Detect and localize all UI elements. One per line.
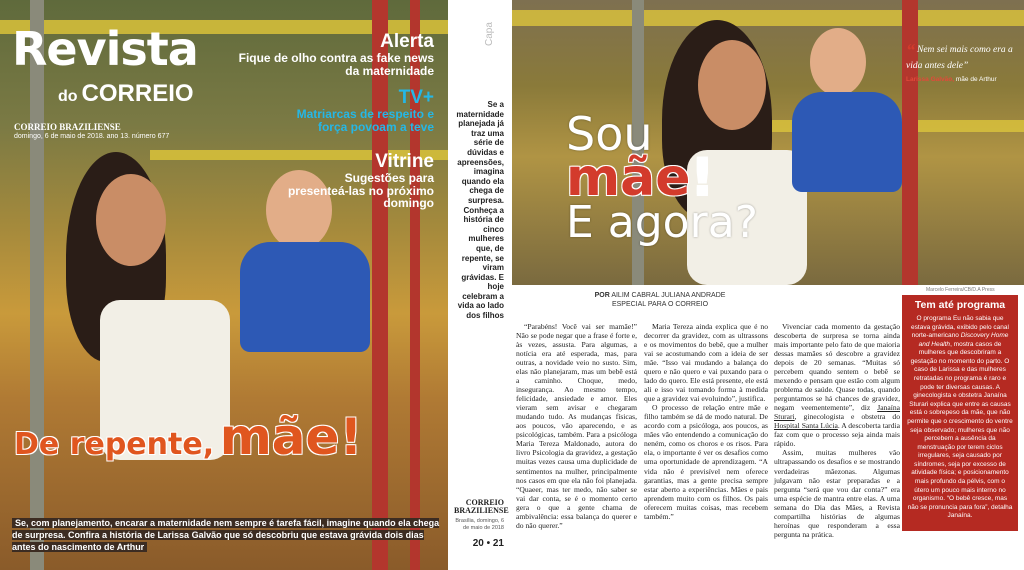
link-hospital-santa-lucia[interactable]: Hospital Santa Lúcia — [774, 421, 838, 431]
playground-pole — [372, 0, 388, 570]
article-column-2 — [644, 322, 768, 521]
quote-mark-icon: “ — [906, 40, 915, 60]
deck-text: Se, com planejamento, encarar a maternidade nem sempre é tarefa fácil, imagine quando ela chega de surpresa. Confira a história de Larissa Galvão que só descobriu que estava grávida dois dias antes do nascimento de Arthur — [12, 518, 440, 553]
baby-face — [810, 28, 866, 96]
article-column-3 — [774, 322, 900, 539]
link-janaina-sturari[interactable]: Janaína Sturari — [774, 403, 901, 422]
cover-headline — [14, 408, 363, 466]
teaser-tv — [284, 88, 434, 133]
pull-quote: “ Nem sei mais como era a vida antes dele” Larissa Galvão, mãe de Arthur — [906, 40, 1013, 83]
masthead-do: do — [58, 88, 78, 105]
byline-por: POR — [594, 292, 610, 299]
cover-deck — [12, 517, 440, 553]
teaser-vitrine — [284, 152, 434, 210]
headline-small: De repente, — [14, 427, 215, 462]
teaser-body: Matriarcas de respeito e força povoam a teve — [296, 106, 434, 134]
intro-text: Se a maternidade planejada já traz uma série de dúvidas e apreensões, imagina quando ela chega de surpresa. Conheça a história de cinco mulheres que, de repente, se viram grávidas. E hoje celebram a vida ao lado dos filhos — [456, 100, 504, 321]
byline-names: AILIM CABRAL JULIANA ANDRADE — [611, 292, 726, 299]
teaser-body: Sugestões para presenteá-las no próximo domingo — [287, 170, 434, 211]
article-column-1 — [516, 322, 637, 530]
title-line-2 — [566, 148, 758, 209]
feature-title — [566, 107, 759, 249]
baby-shirt — [240, 242, 370, 352]
article-paragraph: “Parabéns! Você vai ser mamãe!” Não se pode negar que a frase é forte e, às vezes, assusta. Para algumas, a notícia era até esperada, mas, para outras, a novidade veio no susto. Sim, elas não planejaram, mas um bebê está a caminho. Choque, medo, insegurança. Ao mesmo tempo, felicidade, ansiedade e amor. Eles vieram sem avisar e chegaram mudando tudo. As mudanças físicas, aos poucos, vão aparecendo, e as psicológicas, também. Para a psicóloga Maria Tereza Maldonado, autora do livro Psicologia da gravidez, a gestação muitas vezes causa uma duplicidade de sentimentos na mulher, principalmente nos casos em que ela não foi planejada. “Quaeer, mas ter medo, não saber se vai dar conta, se é o momento certo gera o que a gente chama de ambivalência: essa balança do querer e do não querer.” — [516, 322, 637, 530]
byline-special: ESPECIAL PARA O CORREIO — [611, 300, 709, 308]
quote-text: Nem sei mais como era a vida antes dele — [906, 45, 1013, 71]
sidebar-title: Tem até programa — [914, 299, 1006, 311]
title-line-1: Sou — [566, 107, 653, 161]
article-paragraph: Maria Tereza ainda explica que é no decorrer da gravidez, com as ultrassons e os movimentos do bebê, que a mulher vai se acostumando com a ideia de ser mãe. “Isso vai mudando a balança do quero e não quero e vai puxando para o lado do quero. Ele está presente, ele está ali e isso vai tomando forma à medida que a gravidez vai evoluindo”, justifica. — [644, 322, 768, 404]
teaser-heading: TV+ — [398, 87, 434, 108]
cover-page — [0, 0, 448, 570]
sidebar-text: O programa Eu não sabia que estava grávida, exibido pelo canal norte-americano Discovery Home and Health, mostra casos de mulheres que descobriram a gestação no momento do parto. O caso de Larissa e das mulheres retratadas no programa é raro e pode ter diversas causas. A ginecologista e obstetra Janaína Sturari explica que entre as causas está o sobrepeso da mãe, que não permite que o crescimento do ventre seja observado; mulheres que não percebem a ausência da menstruação por terem ciclos irregulares, seja causado por síndromes, seja por excesso de atividade física; e posicionamento mais profundo da pélvis, com o útero um pouco mais interno no organismo. “O bebê cresce, mas não se pronuncia para fora”, detalha Janaína. — [907, 315, 1013, 520]
page-numbers: 20 • 21 — [472, 538, 504, 549]
playground-pole — [30, 0, 44, 570]
title-exclamation: ! — [690, 148, 715, 209]
playground-beam — [512, 10, 1024, 26]
sidebar-box — [902, 295, 1018, 531]
masthead-subtitle — [58, 82, 194, 106]
masthead-title: Revista — [12, 22, 198, 76]
headline-large: mãe! — [219, 408, 363, 466]
teaser-heading: Alerta — [380, 31, 434, 52]
masthead-correio: CORREIO — [81, 80, 194, 107]
cover-date: domingo, 6 de maio de 2018. ano 13. número 677 — [14, 133, 170, 140]
photo-credit: Marcelo Ferreira/CB/D.A Press — [926, 287, 995, 293]
title-word-mae: mãe — [566, 148, 691, 209]
article-paragraph: Assim, muitas mulheres vão ultrapassando os desafios e se mostrando verdadeiras mãezonas. Algumas julgavam não estar preparadas e a pergunta “será que vou dar conta?” era uma espécie de mantra entre elas. A uma semana do Dia das Mães, a Revista compartilha histórias de algumas heroínas que responderam a essa pergunta na prática. — [774, 448, 900, 539]
page-logo: CORREIO BRAZILIENSE — [454, 498, 509, 515]
baby-shirt — [792, 92, 902, 192]
byline — [560, 292, 760, 310]
page-date: Brasília, domingo, 6 de maio de 2018 — [455, 518, 504, 531]
article-paragraph: O processo de relação entre mãe e filho também se dá de modo natural. De acordo com a psicóloga, aos poucos, as mães vão entendendo a comunicação do neném, como os choros e os risos. Para ela, o importante é ver os desafios como uma oportunidade de aprendizagem. “A vida não é previsível nem oferece garantias, mas a gente precisa sempre estar aberto a experiências. Mães e pais aprendem muito com os filhos. Os pais oferecem muitas coisas, mas recebem também.” — [644, 403, 768, 521]
quote-role: mãe de Arthur — [955, 75, 997, 83]
teaser-body: Fique de olho contra as fake news da maternidade — [238, 50, 434, 78]
article-paragraph: Vivenciar cada momento da gestação descoberta de surpresa se torna ainda mais importante pelo fato de que maioria dessas mamães só descobre a gravidez depois de 20 semanas. “Muitas só percebem quando sentem o bebê se mexendo e pensam que estão com algum problema de saúde. Quase todas, quando perguntamos se há chances de gravidez, negam veementemente”, diz Janaína Sturari, ginecologista e obstetra do Hospital Santa Lúcia. A descoberta tardia faz com que o processo seja ainda mais rápido. — [774, 322, 901, 449]
quote-author: Larissa Galvão, — [906, 75, 955, 83]
publisher-logo: CORREIO BRAZILIENSE — [14, 122, 121, 132]
mother-face — [96, 174, 166, 266]
teaser-alerta — [234, 32, 434, 77]
title-line-3: E agora? — [566, 197, 759, 249]
playground-pole — [410, 0, 420, 570]
section-label: Capa — [484, 22, 495, 46]
teaser-heading: Vitrine — [375, 151, 434, 172]
